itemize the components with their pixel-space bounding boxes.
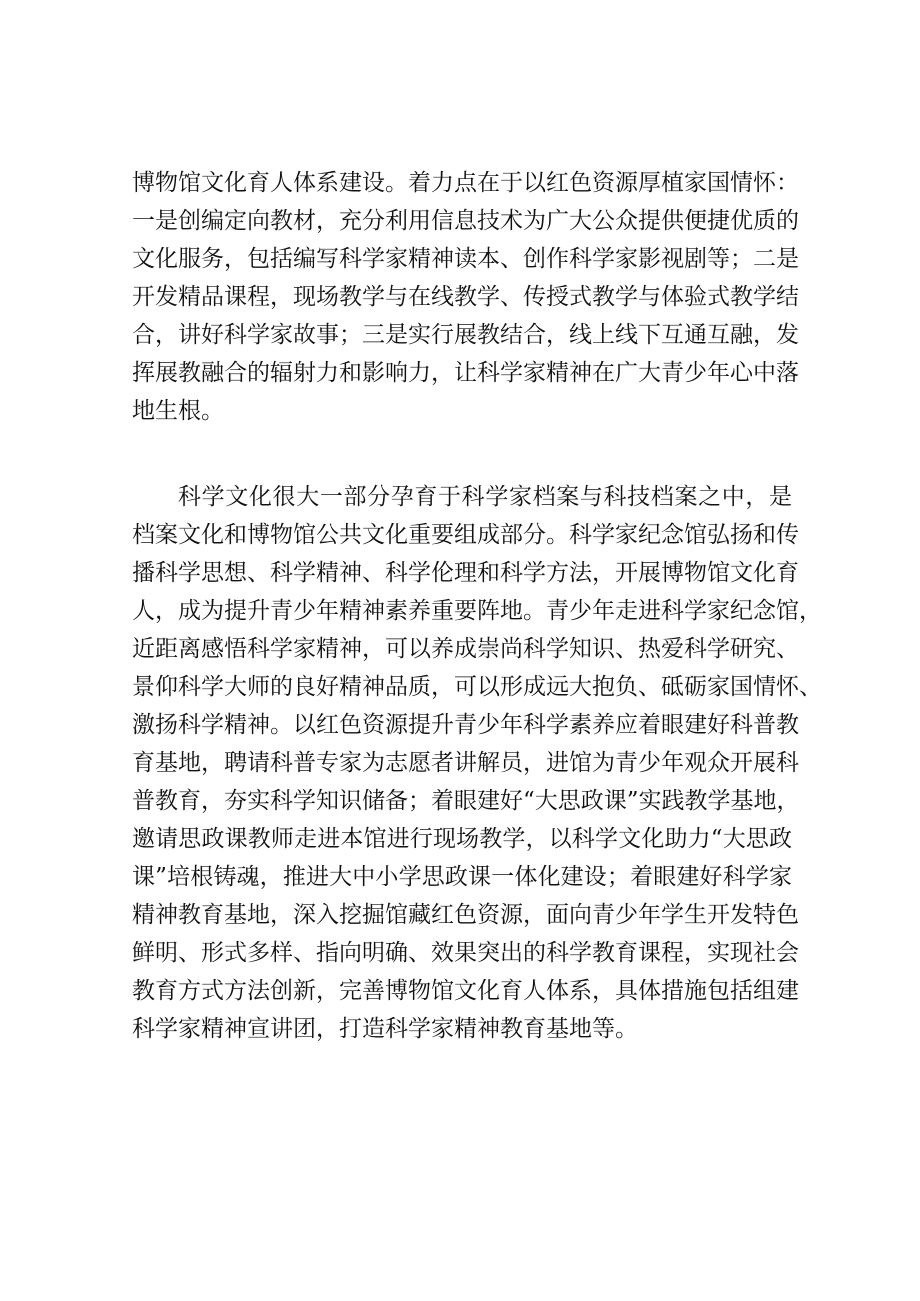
paragraph-line: 景仰科学大师的良好精神品质，可以形成远大抱负、砥砺家国情怀、 <box>132 674 822 700</box>
paragraph-line: 激扬科学精神。以红色资源提升青少年科学素养应着眼建好科普教 <box>132 712 799 738</box>
paragraph-line: 文化服务，包括编写科学家精神读本、创作科学家影视剧等；二是 <box>132 246 799 272</box>
paragraph-line: 博物馆文化育人体系建设。着力点在于以红色资源厚植家国情怀： <box>132 170 799 196</box>
paragraph-line: 课”培根铸魂，推进大中小学思政课一体化建设；着眼建好科学家 <box>132 864 792 890</box>
paragraph-line: 教育方式方法创新，完善博物馆文化育人体系，具体措施包括组建 <box>132 978 799 1004</box>
paragraph-line: 合，讲好科学家故事；三是实行展教结合，线上线下互通互融，发 <box>132 322 799 348</box>
paragraph-2 <box>132 478 822 1048</box>
paragraph-line: 一是创编定向教材，充分利用信息技术为广大公众提供便捷优质的 <box>132 208 799 234</box>
paragraph-line: 科学家精神宣讲团，打造科学家精神教育基地等。 <box>132 1016 638 1042</box>
paragraph-1 <box>132 164 799 430</box>
paragraph-line: 邀请思政课教师走进本馆进行现场教学，以科学文化助力“大思政 <box>132 826 792 852</box>
paragraph-line: 精神教育基地，深入挖掘馆藏红色资源，面向青少年学生开发特色 <box>132 902 799 928</box>
paragraph-line: 挥展教融合的辐射力和影响力，让科学家精神在广大青少年心中落 <box>132 360 799 386</box>
paragraph-line: 近距离感悟科学家精神，可以养成崇尚科学知识、热爱科学研究、 <box>132 636 799 662</box>
paragraph-line: 人，成为提升青少年精神素养重要阵地。青少年走进科学家纪念馆， <box>132 598 822 624</box>
paragraph-line: 播科学思想、科学精神、科学伦理和科学方法，开展博物馆文化育 <box>132 560 799 586</box>
paragraph-line: 档案文化和博物馆公共文化重要组成部分。科学家纪念馆弘扬和传 <box>132 522 799 548</box>
paragraph-line: 科学文化很大一部分孕育于科学家档案与科技档案之中，是 <box>178 484 792 510</box>
paragraph-line: 鲜明、形式多样、指向明确、效果突出的科学教育课程，实现社会 <box>132 940 799 966</box>
paragraph-line: 开发精品课程，现场教学与在线教学、传授式教学与体验式教学结 <box>132 284 799 310</box>
paragraph-line: 地生根。 <box>132 398 224 424</box>
paragraph-line: 育基地，聘请科普专家为志愿者讲解员，进馆为青少年观众开展科 <box>132 750 799 776</box>
paragraph-line: 普教育，夯实科学知识储备；着眼建好“大思政课”实践教学基地， <box>132 788 800 814</box>
